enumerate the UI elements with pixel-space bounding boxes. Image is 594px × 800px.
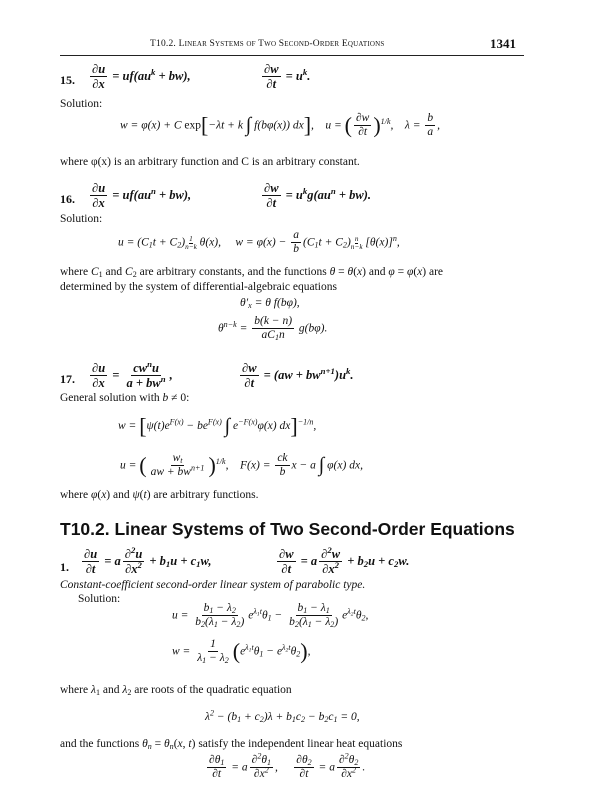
problem-15-note: where φ(x) is an arbitrary function and C is an arbitrary constant. <box>60 156 360 168</box>
problem-15-equation-left: $\frac{\partial u}{\partial x}$ = $uf(au^k + bw)$, <box>92 62 191 92</box>
problem-17-solution-w: $w = [\psi(t)e^{F(x)} - be^{F(x)}$ ∫ $e^{-F(x)}\varphi(x)$ dx]$^{-1/n}$, <box>118 413 317 439</box>
problem-1-number: 1. <box>60 560 69 574</box>
problem-15-solution-formula: w = φ(x) + C exp[−λt + k ∫ f(bφ(x)) dx], u = ( $\frac{\partial w}{\partial t}$ )$^{1/k}$, λ = $\frac{b}{a}$ , <box>120 112 441 139</box>
running-title <box>150 39 384 49</box>
problem-16-dae-2: $\theta^{n-k}$ = $\frac{b(k - n)}{aC_1n}$ g(bφ). <box>218 315 328 343</box>
problem-17-solution-u: u = ( $\frac{w_t}{aw + bw^{n+1}}$ )$^{1/k}$, F(x) = $\frac{ck}{b}$ x − a ∫ φ(x) dx, <box>120 452 363 479</box>
running-title-text: T10.2. Linear Systems of Two Second-Order Equations <box>150 39 385 49</box>
problem-15-number: 15. <box>60 73 75 87</box>
problem-16-solution-label: Solution: <box>60 213 103 225</box>
problem-16-equation-right: $\frac{\partial w}{\partial t}$ = $u^kg(au^n + bw)$. <box>264 181 371 211</box>
problem-16-solution-formula: $u = (C_1t + C_2)$ $^{\frac{1}{n-k}}$ θ(x), w = φ(x) − $\frac{a}{b}$ $(C_1t + C_2)$ $^{\frac{n}{n-k}}$ $[\theta(x)]^n$, <box>118 229 400 256</box>
problem-1-solution-u: u = $\frac{b_1 - \lambda_2}{b_2(\lambda_1 - \lambda_2)}$ $e^{\lambda_1t}\theta_1$ − $\frac{b_1 - \lambda_1}{b_2(\lambda_1 - \lambda_2)}$ $e^{\lambda_2t}\theta_2$, <box>172 602 369 630</box>
problem-16-number: 16. <box>60 192 75 206</box>
problem-16-dae-1: $\theta'_x = \theta$ f(bφ), <box>240 297 300 310</box>
problem-16-equation-left: $\frac{\partial u}{\partial x}$ = $uf(au^n + bw)$, <box>92 181 192 211</box>
problem-16-note-line-1: where $C_1$ and $C_2$ are arbitrary constants, and the functions θ = θ(x) and φ = φ(x) are <box>60 266 444 279</box>
problem-15-equation-right: $\frac{\partial w}{\partial t}$ = $u^k$. <box>264 62 311 92</box>
header-rule <box>60 55 524 56</box>
problem-1-note-1: where $\lambda_1$ and $\lambda_2$ are roots of the quadratic equation <box>60 684 292 697</box>
problem-15-solution-label: Solution: <box>60 98 103 110</box>
problem-17-note: where φ(x) and ψ(t) are arbitrary functions. <box>60 489 259 501</box>
section-title: T10.2. Linear Systems of Two Second-Order Equations <box>60 519 515 539</box>
problem-1-note-2: and the functions $\theta_n = \theta_n(x$, t) satisfy the independent linear heat equations <box>60 738 403 751</box>
problem-1-quadratic: $\lambda^2 - (b_1 + c_2)\lambda + b_1c_2 - b_2c_1 = 0$, <box>205 708 360 724</box>
problem-1-equation-left: $\frac{\partial u}{\partial t}$ = a $\frac{\partial^2u}{\partial x^2}$ + $b_1u + c_1w$, <box>84 545 212 577</box>
problem-16-note-line-2: determined by the system of differential-algebraic equations <box>60 281 337 293</box>
problem-1-subtitle: Constant-coefficient second-order linear system of parabolic type. <box>60 579 366 591</box>
problem-1-equation-right: $\frac{\partial w}{\partial t}$ = a $\frac{\partial^2w}{\partial x^2}$ + $b_2u + c_2w$. <box>279 545 410 577</box>
problem-1-solution-w: w = $\frac{1}{\lambda_1 - \lambda_2}$ $(e^{\lambda_1t}\theta_1 - e^{\lambda_2t}\theta_2)$, <box>172 638 311 666</box>
problem-1-heat-equations: $\frac{\partial\theta_1}{\partial t}$ = a $\frac{\partial^2\theta_1}{\partial x^2}$ , $\frac{\partial\theta_2}{\partial t}$ = a $\frac{\partial^2\theta_2}{\partial x^2}$ . <box>209 751 366 781</box>
problem-17-number: 17. <box>60 372 75 386</box>
problem-17-equation-right: $\frac{\partial w}{\partial t}$ = $(aw + bw^{n+1})u^k$. <box>242 361 354 391</box>
page-number: 1341 <box>490 36 516 51</box>
problem-17-equation-left: $\frac{\partial u}{\partial x}$ = $\frac{cw^nu}{a + bw^n}$ , <box>92 359 173 391</box>
problem-17-solution-label: General solution with b ≠ 0: <box>60 392 190 404</box>
problem-1-solution-label: Solution: <box>78 593 121 605</box>
